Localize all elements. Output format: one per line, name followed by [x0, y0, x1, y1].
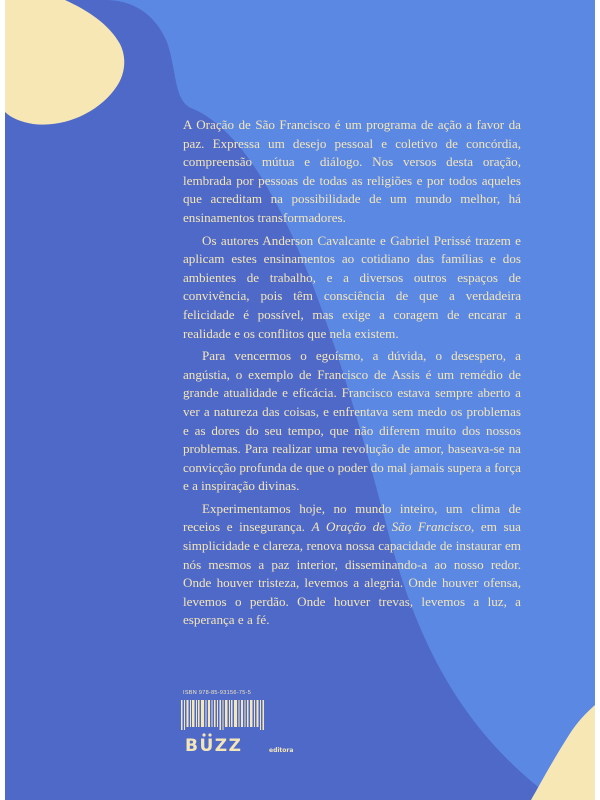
isbn-number: ISBN 978-85-93156-75-5 [183, 690, 252, 696]
paragraph-2: Os autores Anderson Cavalcante e Gabriel Perissé trazem e aplicam estes ensinamentos ao cotidiano das famílias e dos ambientes de trabalho, e a diversos outros espaços de convivência, pois têm consciência de que a verdadeira felicidade é possível, mas exige a coragem de encarar a realidade e os conflitos que nela existem. [183, 232, 521, 341]
publisher-name: BUZZ [185, 736, 243, 756]
paragraph-1: A Oração de São Francisco é um programa de ação a favor da paz. Expressa um desejo pessoal e coletivo de concórdia, compreensão mútua e diálogo. Nos versos desta oração, lembrada por pessoas de todas as religiões e por todos aqueles que acreditam na possibilidade de um mundo melhor, há ensinamentos transformadores. [183, 117, 521, 225]
publisher-logo [185, 736, 315, 766]
publisher-sub: editora [269, 747, 294, 754]
paragraph-4-start: Experimentamos hoje, no mundo inteiro, um clima de receios e insegurança. [183, 500, 521, 535]
paragraph-4-end: , em sua simplicidade e clareza, renova nossa capacidade de instaurar em nós mesmos a paz interior, disseminando-a ao nosso redor. Onde houver tristeza, levemos a alegria. Onde houver ofensa, levemos o perdão. Onde houver trevas, levemos a luz, a esperança e a fé. [183, 519, 521, 628]
paragraph-3: Para vencermos o egoísmo, a dúvida, o desespero, a angústia, o exemplo de Francisco de Assis é um remédio de grande atualidade e eficácia. Francisco estava sempre aberto a ver a natureza das coisas, e enfrentava sem medo os problemas e as dores do seu tempo, que não diferem muito dos nossos problemas. Para realizar uma revolução de amor, baseava-se na convicção profunda de que o poder do mal jamais supera a força e a inspiração divinas. [183, 348, 521, 494]
synopsis-text [183, 116, 521, 634]
barcode [181, 700, 265, 730]
yellow-shape-bottom [531, 705, 595, 800]
back-cover [5, 0, 595, 800]
book-title: A Oração de São Francisco [311, 519, 471, 535]
paragraph-4 [183, 500, 521, 630]
